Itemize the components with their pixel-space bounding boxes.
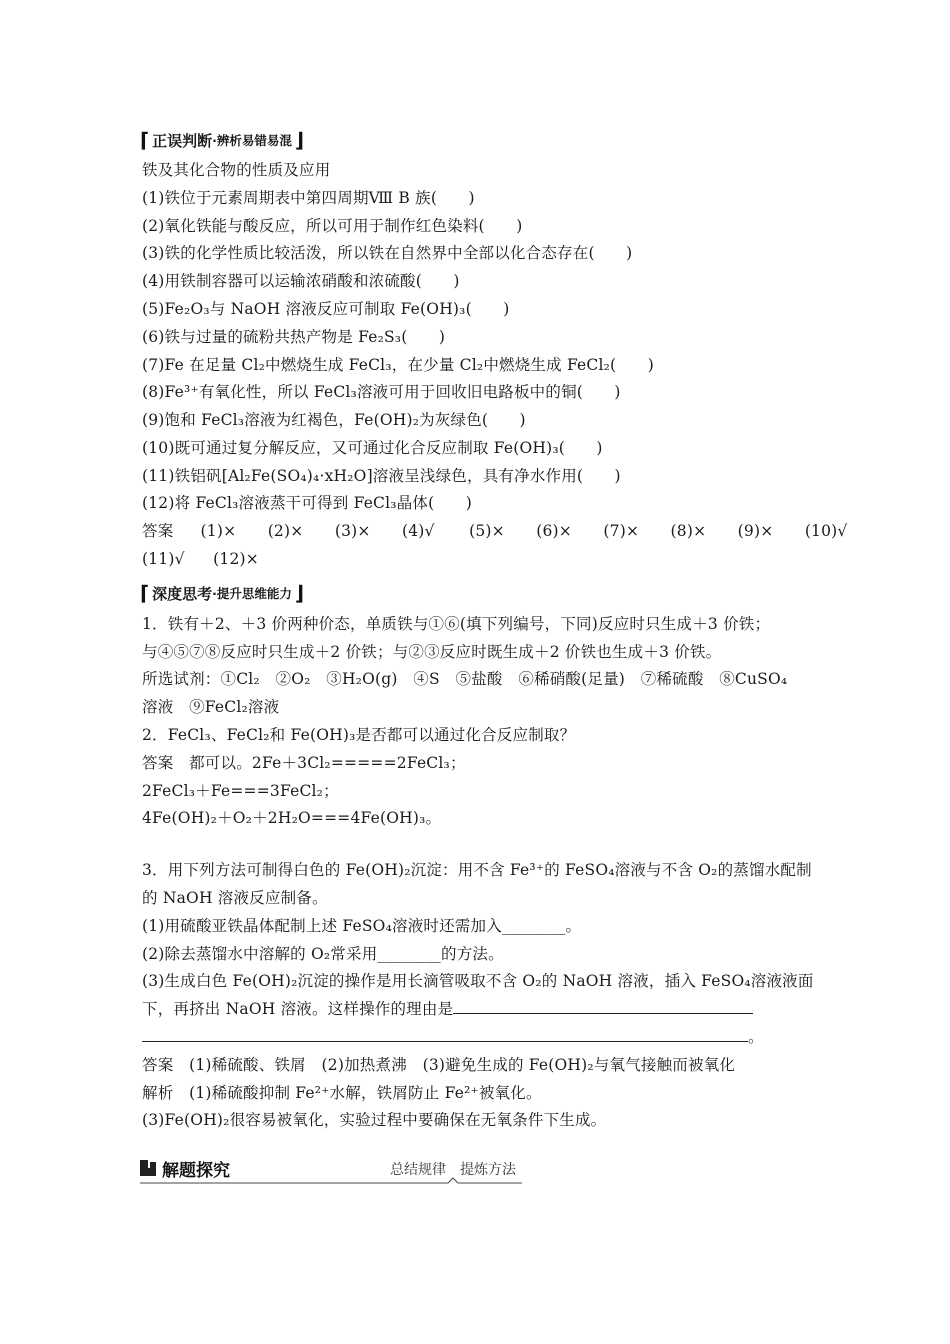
answer-item: (5)× xyxy=(469,522,505,540)
q2-equation-2: 2FeCl₃＋Fe===3FeCl₂； xyxy=(142,782,339,800)
answer-item: (12)× xyxy=(213,550,259,568)
answer-item: (8)× xyxy=(670,522,707,540)
q3-analysis-1: 解析 (1)稀硫酸抑制 Fe²⁺水解，铁屑防止 Fe²⁺被氧化。 xyxy=(142,1084,542,1102)
section-title: 解题探究 xyxy=(162,1161,230,1181)
q3-blank-line xyxy=(142,1027,822,1047)
answer-row-1 xyxy=(142,521,848,541)
left-bracket-icon: ⌈ xyxy=(140,581,150,605)
answer-row-2 xyxy=(142,549,822,569)
q3-part-1: (1)用硫酸亚铁晶体配制上述 FeSO₄溶液时还需加入________。 xyxy=(142,917,582,935)
section-header xyxy=(140,1156,522,1188)
topic-title: 铁及其化合物的性质及应用 xyxy=(142,161,331,179)
judgment-item-5: (5)Fe₂O₃与 NaOH 溶液反应可制取 Fe(OH)₃( ) xyxy=(142,300,510,318)
heading-main: 正误判断 xyxy=(152,131,213,150)
judgment-item-8: (8)Fe³⁺有氧化性，所以 FeCl₃溶液可用于回收旧电路板中的铜( ) xyxy=(142,383,621,401)
section-subtitle: 总结规律 提炼方法 xyxy=(390,1162,516,1178)
judgment-item-10: (10)既可通过复分解反应，又可通过化合反应制取 Fe(OH)₃( ) xyxy=(142,439,603,457)
q3-answer: 答案 (1)稀硫酸、铁屑 (2)加热煮沸 (3)避免生成的 Fe(OH)₂与氧气接触而被氧化 xyxy=(142,1056,736,1074)
left-bracket-icon: ⌈ xyxy=(140,128,150,152)
q2-answer: 答案 都可以。2Fe＋3Cl₂=====2FeCl₃； xyxy=(142,754,466,772)
q3-line-2: 的 NaOH 溶液反应制备。 xyxy=(142,889,328,907)
answer-item: (11)√ xyxy=(142,550,185,568)
judgment-item-12: (12)将 FeCl₃溶液蒸干可得到 FeCl₃晶体( ) xyxy=(142,494,472,512)
period: 。 xyxy=(748,1028,764,1046)
q3-part-2: (2)除去蒸馏水中溶解的 O₂常采用________的方法。 xyxy=(142,945,504,963)
q1-line-1: 1．铁有＋2、＋3 价两种价态，单质铁与①⑥(填下列编号，下同)反应时只生成＋3 价铁； xyxy=(142,615,771,633)
answer-label: 答案 xyxy=(142,522,174,540)
heading-sub: ·辨析易错易混 xyxy=(212,133,292,148)
section-divider xyxy=(140,1156,522,1188)
q2-equation-3: 4Fe(OH)₂＋O₂＋2H₂O===4Fe(OH)₃。 xyxy=(142,809,442,827)
answer-item: (1)× xyxy=(200,522,237,540)
q3-line-1: 3．用下列方法可制得白色的 Fe(OH)₂沉淀：用不含 Fe³⁺的 FeSO₄溶液与不含 O₂的蒸馏水配制 xyxy=(142,861,812,879)
answer-item: (7)× xyxy=(603,522,640,540)
judgment-item-1: (1)铁位于元素周期表中第四周期Ⅷ B 族( ) xyxy=(142,189,475,207)
heading-shendu-sikao xyxy=(140,581,304,605)
judgment-item-9: (9)饱和 FeCl₃溶液为红褐色，Fe(OH)₂为灰绿色( ) xyxy=(142,411,526,429)
answer-blank xyxy=(453,999,753,1014)
judgment-item-2: (2)氧化铁能与酸反应，所以可用于制作红色染料( ) xyxy=(142,217,523,235)
q3-part-3a: (3)生成白色 Fe(OH)₂沉淀的操作是用长滴管吸取不含 O₂的 NaOH 溶液，插入 FeSO₄溶液液面 xyxy=(142,972,814,990)
q1-line-2: 与④⑤⑦⑧反应时只生成＋2 价铁；与②③反应时既生成＋2 价铁也生成＋3 价铁。 xyxy=(142,643,722,661)
right-bracket-icon: ⌋ xyxy=(294,581,305,605)
answer-item: (6)× xyxy=(536,522,572,540)
q3-part-3b-text: 下，再挤出 NaOH 溶液。这样操作的理由是 xyxy=(142,1000,454,1018)
judgment-item-3: (3)铁的化学性质比较活泼，所以铁在自然界中全部以化合态存在( ) xyxy=(142,244,633,262)
q1-reagents: 所选试剂：①Cl₂ ②O₂ ③H₂O(g) ④S ⑤盐酸 ⑥稀硝酸(足量) ⑦稀硫酸 ⑧CuSO₄ xyxy=(142,670,788,688)
heading-sub: ·提升思维能力 xyxy=(212,586,292,601)
q1-reagents-cont: 溶液 ⑨FeCl₂溶液 xyxy=(142,698,280,716)
judgment-item-4: (4)用铁制容器可以运输浓硝酸和浓硫酸( ) xyxy=(142,272,460,290)
q3-analysis-2: (3)Fe(OH)₂很容易被氧化，实验过程中要确保在无氧条件下生成。 xyxy=(142,1111,607,1129)
judgment-item-7: (7)Fe 在足量 Cl₂中燃烧生成 FeCl₃，在少量 Cl₂中燃烧生成 FeCl₂( ) xyxy=(142,356,654,374)
answer-item: (10)√ xyxy=(804,522,848,540)
judgment-item-11: (11)铁铝矾[Al₂Fe(SO₄)₄·xH₂O]溶液呈浅绿色，具有净水作用( ) xyxy=(142,467,621,485)
q2-question: 2．FeCl₃、FeCl₂和 Fe(OH)₃是否都可以通过化合反应制取？ xyxy=(142,726,576,744)
heading-main: 深度思考 xyxy=(152,584,213,603)
answer-item: (3)× xyxy=(334,522,371,540)
q3-part-3b xyxy=(142,999,822,1019)
answer-item: (9)× xyxy=(737,522,774,540)
right-bracket-icon: ⌋ xyxy=(294,128,305,152)
answer-item: (2)× xyxy=(267,522,304,540)
answer-item: (4)√ xyxy=(401,522,435,540)
heading-zhengwu-panduan xyxy=(140,128,304,152)
judgment-item-6: (6)铁与过量的硫粉共热产物是 Fe₂S₃( ) xyxy=(142,328,446,346)
answer-blank xyxy=(142,1027,748,1042)
